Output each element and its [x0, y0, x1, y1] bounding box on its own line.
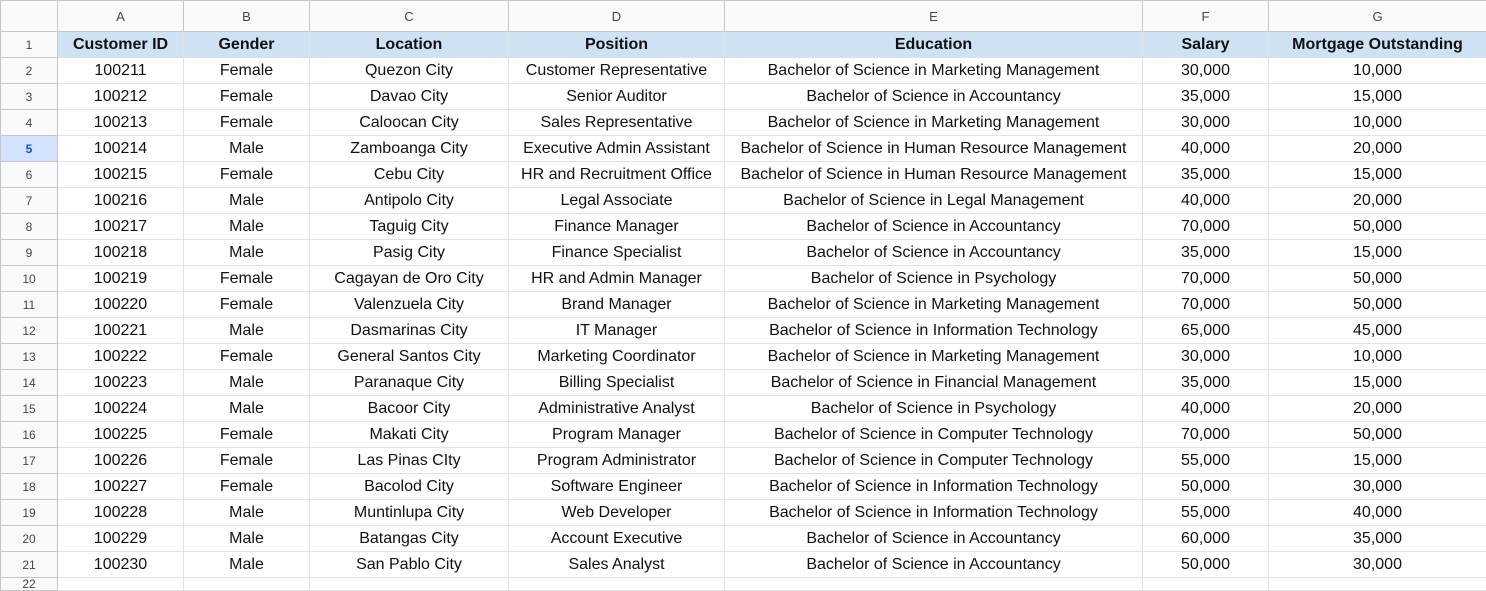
cell[interactable]: 100215 — [58, 162, 184, 188]
cell[interactable]: 100225 — [58, 422, 184, 448]
cell[interactable] — [1269, 578, 1486, 591]
table-row — [1, 162, 1486, 188]
cell[interactable]: Male — [184, 318, 310, 344]
cell[interactable]: Las Pinas CIty — [310, 448, 509, 474]
row-number[interactable]: 1 — [1, 32, 58, 58]
cell[interactable]: 100221 — [58, 318, 184, 344]
cell[interactable]: 30,000 — [1143, 344, 1269, 370]
table-row — [1, 214, 1486, 240]
cell[interactable]: 100226 — [58, 448, 184, 474]
table-row — [1, 396, 1486, 422]
cell[interactable]: 100228 — [58, 500, 184, 526]
cell[interactable]: Bachelor of Science in Information Technology — [725, 500, 1143, 526]
row-number[interactable]: 19 — [1, 500, 58, 526]
cell[interactable]: Muntinlupa City — [310, 500, 509, 526]
table-row — [1, 58, 1486, 84]
cell[interactable]: Bachelor of Science in Information Technology — [725, 318, 1143, 344]
table-row — [1, 292, 1486, 318]
table-row — [1, 422, 1486, 448]
cell[interactable]: Bachelor of Science in Financial Management — [725, 370, 1143, 396]
cell[interactable]: 100222 — [58, 344, 184, 370]
table-row — [1, 474, 1486, 500]
cell[interactable]: Antipolo City — [310, 188, 509, 214]
cell[interactable]: 50,000 — [1269, 422, 1486, 448]
table-row — [1, 344, 1486, 370]
cell[interactable]: Brand Manager — [509, 292, 725, 318]
cell[interactable]: 50,000 — [1143, 474, 1269, 500]
cell[interactable] — [184, 578, 310, 591]
table-row — [1, 188, 1486, 214]
table-row — [1, 448, 1486, 474]
cell[interactable]: 100214 — [58, 136, 184, 162]
cell[interactable]: 50,000 — [1143, 552, 1269, 578]
cell[interactable]: 35,000 — [1143, 240, 1269, 266]
cell[interactable]: 40,000 — [1269, 500, 1486, 526]
cell[interactable]: Cagayan de Oro City — [310, 266, 509, 292]
row-number[interactable]: 9 — [1, 240, 58, 266]
row-number[interactable]: 15 — [1, 396, 58, 422]
cell[interactable]: Bachelor of Science in Accountancy — [725, 214, 1143, 240]
cell[interactable]: 20,000 — [1269, 188, 1486, 214]
cell[interactable]: 35,000 — [1143, 162, 1269, 188]
cell[interactable]: 70,000 — [1143, 266, 1269, 292]
cell[interactable]: 50,000 — [1269, 266, 1486, 292]
cell[interactable]: 100230 — [58, 552, 184, 578]
row-number[interactable]: 12 — [1, 318, 58, 344]
cell[interactable]: Female — [184, 474, 310, 500]
cell[interactable]: Software Engineer — [509, 474, 725, 500]
cell[interactable]: Bachelor of Science in Computer Technology — [725, 422, 1143, 448]
cell[interactable]: IT Manager — [509, 318, 725, 344]
cell[interactable]: Bachelor of Science in Human Resource Management — [725, 162, 1143, 188]
row-number[interactable]: 21 — [1, 552, 58, 578]
cell[interactable]: Marketing Coordinator — [509, 344, 725, 370]
cell[interactable]: Pasig City — [310, 240, 509, 266]
table-row — [1, 266, 1486, 292]
cell[interactable]: 35,000 — [1143, 84, 1269, 110]
cell[interactable]: Executive Admin Assistant — [509, 136, 725, 162]
cell[interactable]: 100227 — [58, 474, 184, 500]
cell[interactable]: Bachelor of Science in Accountancy — [725, 552, 1143, 578]
header-cell[interactable]: Salary — [1143, 32, 1269, 58]
cell[interactable]: Bachelor of Science in Marketing Management — [725, 58, 1143, 84]
row-number[interactable]: 6 — [1, 162, 58, 188]
cell[interactable]: Account Executive — [509, 526, 725, 552]
cell[interactable]: Finance Specialist — [509, 240, 725, 266]
row-number[interactable]: 16 — [1, 422, 58, 448]
cell[interactable]: 30,000 — [1143, 110, 1269, 136]
cell[interactable]: 65,000 — [1143, 318, 1269, 344]
column-header-c[interactable]: C — [310, 1, 509, 32]
cell[interactable]: 100218 — [58, 240, 184, 266]
cell[interactable] — [509, 578, 725, 591]
row-number[interactable]: 10 — [1, 266, 58, 292]
row-number[interactable]: 8 — [1, 214, 58, 240]
cell[interactable]: Paranaque City — [310, 370, 509, 396]
cell[interactable]: 15,000 — [1269, 240, 1486, 266]
cell[interactable]: Male — [184, 188, 310, 214]
cell[interactable]: Caloocan City — [310, 110, 509, 136]
cell[interactable] — [58, 578, 184, 591]
row-number[interactable]: 22 — [1, 578, 58, 591]
column-header-d[interactable]: D — [509, 1, 725, 32]
cell[interactable]: 100213 — [58, 110, 184, 136]
cell[interactable]: Female — [184, 422, 310, 448]
cell[interactable]: Bachelor of Science in Marketing Management — [725, 292, 1143, 318]
cell[interactable]: 70,000 — [1143, 292, 1269, 318]
cell[interactable] — [725, 578, 1143, 591]
cell[interactable]: 30,000 — [1269, 474, 1486, 500]
cell[interactable]: Bachelor of Science in Psychology — [725, 266, 1143, 292]
cell[interactable]: Finance Manager — [509, 214, 725, 240]
header-cell[interactable]: Position — [509, 32, 725, 58]
cell[interactable]: HR and Admin Manager — [509, 266, 725, 292]
cell[interactable]: 30,000 — [1143, 58, 1269, 84]
cell[interactable]: 35,000 — [1269, 526, 1486, 552]
table-row-partial — [1, 578, 1486, 591]
row-number[interactable]: 7 — [1, 188, 58, 214]
cell[interactable]: Male — [184, 396, 310, 422]
table-row — [1, 370, 1486, 396]
cell[interactable]: 40,000 — [1143, 396, 1269, 422]
row-number[interactable]: 17 — [1, 448, 58, 474]
cell[interactable]: 100220 — [58, 292, 184, 318]
cell[interactable]: Bachelor of Science in Marketing Management — [725, 110, 1143, 136]
cell[interactable]: Administrative Analyst — [509, 396, 725, 422]
row-number[interactable]: 18 — [1, 474, 58, 500]
cell[interactable]: 10,000 — [1269, 58, 1486, 84]
cell[interactable]: 30,000 — [1269, 552, 1486, 578]
cell[interactable]: Male — [184, 500, 310, 526]
cell[interactable]: Makati City — [310, 422, 509, 448]
cell[interactable]: Bachelor of Science in Marketing Management — [725, 344, 1143, 370]
cell[interactable]: 10,000 — [1269, 110, 1486, 136]
cell[interactable]: Female — [184, 448, 310, 474]
select-all-corner[interactable] — [1, 1, 58, 32]
cell[interactable]: 100217 — [58, 214, 184, 240]
cell[interactable]: Bacolod City — [310, 474, 509, 500]
cell[interactable]: Web Developer — [509, 500, 725, 526]
cell[interactable]: 100219 — [58, 266, 184, 292]
cell[interactable]: 55,000 — [1143, 500, 1269, 526]
cell[interactable]: Valenzuela City — [310, 292, 509, 318]
cell[interactable]: 100223 — [58, 370, 184, 396]
cell[interactable]: Davao City — [310, 84, 509, 110]
cell[interactable]: Male — [184, 552, 310, 578]
cell[interactable]: Female — [184, 110, 310, 136]
table-row — [1, 552, 1486, 578]
cell[interactable]: General Santos City — [310, 344, 509, 370]
row-number[interactable]: 4 — [1, 110, 58, 136]
cell[interactable]: Bachelor of Science in Accountancy — [725, 240, 1143, 266]
row-number[interactable]: 3 — [1, 84, 58, 110]
column-header-f[interactable]: F — [1143, 1, 1269, 32]
header-cell[interactable]: Education — [725, 32, 1143, 58]
cell[interactable]: Bachelor of Science in Computer Technology — [725, 448, 1143, 474]
cell[interactable]: 100211 — [58, 58, 184, 84]
cell[interactable]: Male — [184, 214, 310, 240]
row-number[interactable]: 20 — [1, 526, 58, 552]
cell[interactable]: Female — [184, 84, 310, 110]
column-header-a[interactable]: A — [58, 1, 184, 32]
cell[interactable]: 70,000 — [1143, 214, 1269, 240]
column-header-b[interactable]: B — [184, 1, 310, 32]
column-header-g[interactable]: G — [1269, 1, 1486, 32]
cell[interactable]: 100224 — [58, 396, 184, 422]
cell[interactable]: Male — [184, 240, 310, 266]
cell[interactable]: 70,000 — [1143, 422, 1269, 448]
cell[interactable]: Zamboanga City — [310, 136, 509, 162]
cell[interactable]: Dasmarinas City — [310, 318, 509, 344]
cell[interactable]: 35,000 — [1143, 370, 1269, 396]
cell[interactable]: 15,000 — [1269, 84, 1486, 110]
column-header-bar — [1, 1, 1486, 32]
cell[interactable]: 40,000 — [1143, 188, 1269, 214]
cell[interactable]: Bachelor of Science in Information Technology — [725, 474, 1143, 500]
cell[interactable]: Sales Analyst — [509, 552, 725, 578]
table-row — [1, 136, 1486, 162]
header-cell[interactable]: Gender — [184, 32, 310, 58]
cell[interactable]: Legal Associate — [509, 188, 725, 214]
cell[interactable]: HR and Recruitment Office — [509, 162, 725, 188]
cell[interactable]: Bachelor of Science in Accountancy — [725, 526, 1143, 552]
cell[interactable]: Female — [184, 162, 310, 188]
table-row — [1, 526, 1486, 552]
row-number[interactable]: 2 — [1, 58, 58, 84]
cell[interactable]: Batangas City — [310, 526, 509, 552]
table-row — [1, 318, 1486, 344]
cell[interactable]: Sales Representative — [509, 110, 725, 136]
row-number[interactable]: 5 — [1, 136, 58, 162]
table-row — [1, 84, 1486, 110]
cell[interactable]: Billing Specialist — [509, 370, 725, 396]
row-number[interactable]: 11 — [1, 292, 58, 318]
cell[interactable]: Senior Auditor — [509, 84, 725, 110]
cell[interactable]: 45,000 — [1269, 318, 1486, 344]
cell[interactable]: Male — [184, 526, 310, 552]
cell[interactable]: Female — [184, 58, 310, 84]
cell[interactable]: Bachelor of Science in Accountancy — [725, 84, 1143, 110]
cell[interactable]: 100212 — [58, 84, 184, 110]
cell[interactable]: 100216 — [58, 188, 184, 214]
cell[interactable]: 50,000 — [1269, 214, 1486, 240]
header-cell[interactable]: Mortgage Outstanding — [1269, 32, 1486, 58]
cell[interactable]: Male — [184, 370, 310, 396]
cell[interactable]: Female — [184, 344, 310, 370]
row-number[interactable]: 14 — [1, 370, 58, 396]
table-header-row — [1, 32, 1486, 58]
cell[interactable]: Customer Representative — [509, 58, 725, 84]
cell[interactable]: Bachelor of Science in Human Resource Management — [725, 136, 1143, 162]
cell[interactable]: Bacoor City — [310, 396, 509, 422]
cell[interactable]: Taguig City — [310, 214, 509, 240]
cell[interactable]: 50,000 — [1269, 292, 1486, 318]
table-row — [1, 500, 1486, 526]
cell[interactable]: 15,000 — [1269, 162, 1486, 188]
cell[interactable]: Quezon City — [310, 58, 509, 84]
cell[interactable]: Male — [184, 136, 310, 162]
table-row — [1, 240, 1486, 266]
cell[interactable]: 15,000 — [1269, 448, 1486, 474]
table-row — [1, 110, 1486, 136]
cell[interactable]: Program Administrator — [509, 448, 725, 474]
cell[interactable]: Program Manager — [509, 422, 725, 448]
cell[interactable]: 20,000 — [1269, 396, 1486, 422]
cell[interactable]: 15,000 — [1269, 370, 1486, 396]
cell[interactable]: Female — [184, 266, 310, 292]
cell[interactable] — [1143, 578, 1269, 591]
cell[interactable] — [310, 578, 509, 591]
cell[interactable]: 60,000 — [1143, 526, 1269, 552]
cell[interactable]: Bachelor of Science in Legal Management — [725, 188, 1143, 214]
column-header-e[interactable]: E — [725, 1, 1143, 32]
header-cell[interactable]: Customer ID — [58, 32, 184, 58]
row-number[interactable]: 13 — [1, 344, 58, 370]
cell[interactable]: 55,000 — [1143, 448, 1269, 474]
cell[interactable]: 20,000 — [1269, 136, 1486, 162]
cell[interactable]: 100229 — [58, 526, 184, 552]
cell[interactable]: Cebu City — [310, 162, 509, 188]
cell[interactable]: 10,000 — [1269, 344, 1486, 370]
cell[interactable]: 40,000 — [1143, 136, 1269, 162]
cell[interactable]: Female — [184, 292, 310, 318]
cell[interactable]: San Pablo City — [310, 552, 509, 578]
header-cell[interactable]: Location — [310, 32, 509, 58]
cell[interactable]: Bachelor of Science in Psychology — [725, 396, 1143, 422]
